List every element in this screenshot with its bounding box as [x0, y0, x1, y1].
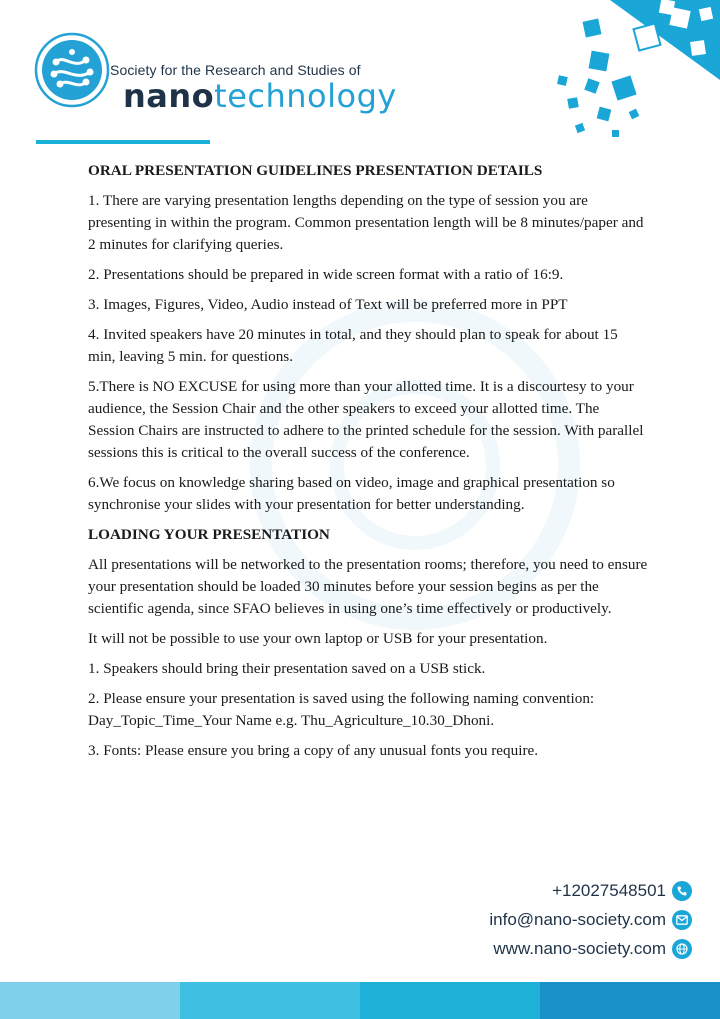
footer-color-band	[0, 982, 720, 1019]
loading-paragraph: All presentations will be networked to the presentation rooms; therefore, you need to ensure your presentation should be loaded 30 minutes before your session begins as per the scientific agenda, since SFAO believes in using one’s time effectively or productively.	[88, 556, 648, 617]
detail-item: 2. Presentations should be prepared in wide screen format with a ratio of 16:9.	[88, 266, 564, 283]
detail-item: 6.We focus on knowledge sharing based on video, image and graphical presentation so synchronise your slides with your presentation for better understanding.	[88, 474, 615, 513]
loading-paragraph: It will not be possible to use your own laptop or USB for your presentation.	[88, 630, 548, 647]
email-address[interactable]: info@nano-society.com	[489, 910, 666, 929]
phone-number[interactable]: +12027548501	[552, 881, 666, 900]
contact-phone-row[interactable]	[489, 876, 692, 905]
header-accent-bar	[36, 140, 210, 144]
detail-item: 1. There are varying presentation lengths depending on the type of session you are presenting in within the program. Common presentation length will be 8 minutes/paper and 2 minutes for clarifying queries.	[88, 192, 644, 253]
corner-squares-decoration	[550, 0, 720, 140]
contact-email-row[interactable]	[489, 905, 692, 934]
phone-icon	[672, 881, 692, 901]
email-icon	[672, 910, 692, 930]
org-name-nano: nano	[123, 77, 215, 115]
globe-icon	[672, 939, 692, 959]
org-name-technology: technology	[214, 77, 397, 115]
loading-heading: LOADING YOUR PRESENTATION	[88, 526, 330, 543]
loading-paragraph: 3. Fonts: Please ensure you bring a copy of any unusual fonts you require.	[88, 742, 539, 759]
contact-block	[489, 876, 692, 963]
website-url[interactable]: www.nano-society.com	[493, 939, 666, 958]
loading-paragraph: 2. Please ensure your presentation is saved using the following naming convention: Day_Topic_Time_Your Name e.g. Thu_Agriculture_10.30_Dhoni.	[88, 690, 595, 729]
footer-band-segment	[360, 982, 540, 1019]
footer-band-segment	[540, 982, 720, 1019]
header	[0, 0, 720, 150]
org-tagline: Society for the Research and Studies of	[110, 62, 361, 78]
document-title: ORAL PRESENTATION GUIDELINES PRESENTATION DETAILS	[88, 162, 543, 179]
document-body	[88, 160, 648, 770]
detail-item: 4. Invited speakers have 20 minutes in total, and they should plan to speak for about 15 min, leaving 5 min. for questions.	[88, 326, 618, 365]
loading-paragraph: 1. Speakers should bring their presentation saved on a USB stick.	[88, 660, 486, 677]
detail-item: 3. Images, Figures, Video, Audio instead of Text will be preferred more in PPT	[88, 296, 568, 313]
footer-band-segment	[0, 982, 180, 1019]
logo-icon	[34, 32, 110, 108]
footer-band-segment	[180, 982, 360, 1019]
contact-website-row[interactable]	[489, 934, 692, 963]
org-name	[123, 76, 397, 116]
detail-item: 5.There is NO EXCUSE for using more than your allotted time. It is a discourtesy to your audience, the Session Chair and the other speakers to exceed your allotted time. The Session Chairs are instructed to adhere to the printed schedule for the session. With parallel sessions this is critical to the overall success of the conference.	[88, 378, 644, 461]
